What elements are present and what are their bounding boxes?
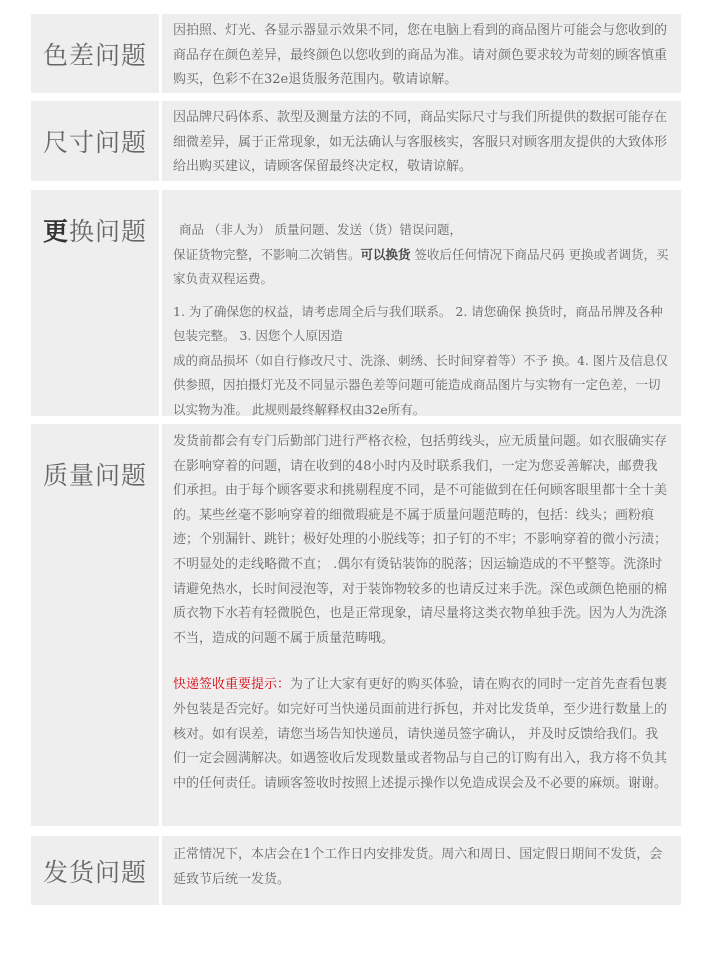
color-diff-title: 色差问题 [42, 40, 147, 70]
exchange-line-2 [173, 243, 669, 292]
color-diff-text: 因拍照、灯光、各显示器显示效果不同，您在电脑上看到的商品图片可能会与您收到的商品存在颜色差异，最终颜色以您收到的商品为准。请对颜色要求较为苛刻的顾客慎重购买，色彩不在32e退货服务范围内。敬请谅解。 [173, 23, 668, 87]
exchange-allowed: 可以换货 [360, 246, 411, 262]
exchange-line-2c: 签收后任何情况下商品尺码 更换或者调货，买家负责双程运费。 [173, 246, 669, 286]
quality-section [31, 424, 681, 826]
exchange-title [31, 190, 159, 416]
color-diff-section [31, 14, 681, 93]
notice-text: 为了让大家有更好的购买体验，请在购衣的同时一定首先查看包裹外包装是否完好。如完好可当快递员面前进行拆包，并对比发货单，至少进行数量上的核对。如有误差，请您当场告知快递员，请快递员签字确认， 并及时反馈给我们。我们一定会圆满解决。如遇签收后发现数量或者物品与自己的订购有出入，我方将不负其中的任何责任。请顾客签收时按照上述提示操作以免造成误会及不必要的麻烦。谢谢。 [173, 677, 668, 791]
divider [159, 14, 162, 93]
exchange-line-3: 1. 为了确保您的权益，请考虑周全后与我们联系。 2. 请您确保 换货时，商品吊牌及各种包装完整。 3. 因您个人原因造 [173, 303, 663, 343]
size-diff-title: 尺寸问题 [42, 128, 147, 157]
divider [159, 190, 162, 416]
exchange-line-2a: 保证货物完整，不影响二次销售。 [173, 246, 361, 262]
quality-para-1: 发货前都会有专门后勤部门进行严格衣检，包括剪线头，应无质量问题。如衣服确实存在影响穿着的问题，请在收到的48小时内及时联系我们，一定为您妥善解决，邮费我们承担。由于每个顾客要求和挑剔程度不同，是不可能做到在任何顾客眼里都十全十美的。某些丝毫不影响穿着的细微瑕疵是不属于质量问题范畴的，包括：线头；画粉痕迹；个别漏针、跳针；极好处理的小脱线等；扣子钉的不牢；不影响穿着的微小污渍；不明显处的走线略微不直； .偶尔有烫钻装饰的脱落；因运输造成的不平整等。洗涤时请避免热水，长时间浸泡等，对于装饰物较多的也请反过来手洗。深色或颜色艳丽的棉质衣物下水若有轻微脱色，也是正常现象，请尽量将这类衣物单独手洗。因为人为洗涤不当，造成的问题不属于质量范畴哦。 [173, 434, 668, 646]
divider [159, 424, 162, 826]
divider [159, 101, 162, 181]
size-diff-section [31, 101, 681, 181]
size-diff-text: 因品牌尺码体系、款型及测量方法的不同，商品实际尺寸与我们所提供的数据可能存在细微差异，属于正常现象，如无法确认与客服核实，客服只对顾客朋友提供的大致体形给出购买建议，请顾客保留最终决定权，敬请谅解。 [173, 110, 668, 174]
divider [159, 836, 162, 905]
notice-label: 快递签收重要提示： [173, 677, 291, 693]
shipping-title: 发货问题 [42, 857, 147, 887]
exchange-title-bold: 更 [42, 217, 69, 246]
exchange-title-rest: 换问题 [69, 217, 148, 246]
shipping-section [31, 836, 681, 905]
shipping-text: 正常情况下，本店会在1个工作日内安排发货。周六和周日、国定假日期间不发货，会延致节后统一发货。 [173, 847, 663, 887]
exchange-line-1: 商品 （非人为） 质量问题、发送（货）错误问题， [179, 222, 462, 237]
exchange-section [31, 190, 681, 416]
quality-title: 质量问题 [42, 461, 147, 490]
quality-notice [173, 673, 669, 796]
exchange-line-4: 成的商品损坏（如自行修改尺寸、洗涤、刺绣、长时间穿着等）不予 换。4. 图片及信息仅供参照，因拍摄灯光及不同显示器色差等问题可能造成商品图片与实物有一定色差，一切以实物为准。 此规则最终解释权由32e所有。 [173, 352, 668, 417]
